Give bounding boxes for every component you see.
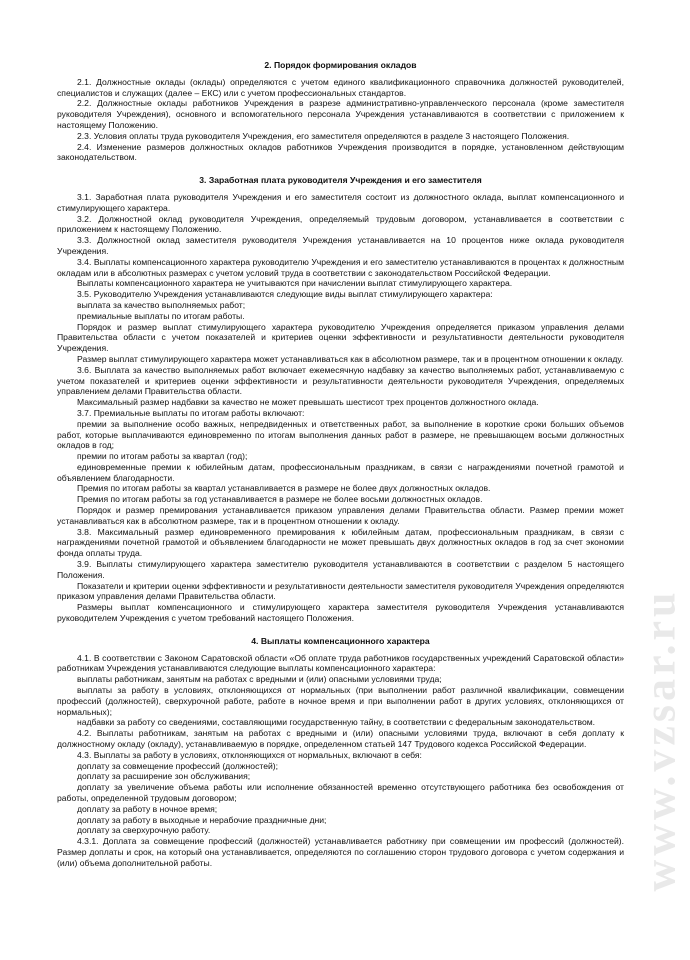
paragraph: премии за выполнение особо важных, непредвиденных и ответственных работ, за выполнение в короткие сроки больших объемов работ, которые выплачиваются единовременно по итогам выполнения данных работ в размере, не превышающем восьми должностных окладов в год; bbox=[57, 418, 624, 451]
paragraph: 3.8. Максимальный размер единовременного премирования к юбилейным датам, профессиональным праздникам, в связи с награждениями почетной грамотой и объявлением благодарности не может превышать двух должностных окладов в год за счет экономии фонда оплаты труда. bbox=[57, 526, 624, 559]
section-heading: 3. Заработная плата руководителя Учреждения и его заместителя bbox=[199, 175, 482, 186]
paragraph: 3.2. Должностной оклад руководителя Учреждения, определяемый трудовым договором, устанавливается в соответствии с приложением к настоящему Положению. bbox=[57, 213, 624, 235]
paragraph: Премия по итогам работы за квартал устанавливается в размере не более двух должностных окладов. bbox=[77, 483, 491, 494]
section-4 bbox=[57, 624, 624, 869]
paragraph: 2.4. Изменение размеров должностных окладов работников Учреждения производится в порядке, установленном действующим законодательством. bbox=[57, 141, 624, 163]
section-heading: 2. Порядок формирования окладов bbox=[264, 60, 417, 70]
paragraph: 3.4. Выплаты компенсационного характера руководителю Учреждения и его заместителю устанавливаются в процентах к должностным окладам или в абсолютных размерах с учетом условий труда в соответствии с законодательством Российской Федерации. bbox=[57, 256, 624, 278]
paragraph: Выплаты компенсационного характера не учитываются при начислении выплат стимулирующего характера. bbox=[77, 278, 513, 289]
paragraph: 4.1. В соответствии с Законом Саратовской области «Об оплате труда работников государственных учреждений Саратовской области» работникам Учреждения устанавливаются следующие выплаты компенсационного характера: bbox=[57, 652, 624, 674]
section-heading: 4. Выплаты компенсационного характера bbox=[251, 635, 430, 646]
paragraph: Показатели и критерии оценки эффективности и результативности деятельности заместителя руководителя Учреждения определяются приказом управления делами Правительства области. bbox=[57, 580, 624, 602]
paragraph: 3.6. Выплата за качество выполняемых работ включает ежемесячную надбавку за качество выполняемых работ, устанавливаемую с учетом показателей и критериев оценки эффективности и результативности деятельности руководителя Учреждения, определяемых управлением делами Правительства области. bbox=[57, 364, 624, 397]
paragraph: 4.2. Выплаты работникам, занятым на работах с вредными и (или) опасными условиями труда, включают в себя доплату к должностному окладу (окладу), устанавливаемую в порядке, определенном статьей 147 Трудового кодекса Российской Федерации. bbox=[57, 728, 624, 750]
paragraph: 3.7. Премиальные выплаты по итогам работы включают: bbox=[77, 407, 305, 418]
paragraph: доплату за расширение зон обслуживания; bbox=[77, 771, 251, 782]
paragraph: 3.3. Должностной оклад заместителя руководителя Учреждения устанавливается на 10 процентов ниже оклада руководителя Учреждения. bbox=[57, 235, 624, 256]
paragraph: Порядок и размер премирования устанавливается приказом управления делами Правительства области. Размер премии может устанавливаться как в абсолютном размере, так и в процентном отношении к окладу. bbox=[57, 505, 624, 526]
paragraph: 4.3.1. Доплата за совмещение профессий (должностей) устанавливается работнику при совмещении им профессий (должностей). Размер доплаты и срок, на который она устанавливается, определяются по соглашению сторон трудового договора с учетом содержания и (или) объема дополнительной работы. bbox=[57, 836, 624, 868]
paragraph: Премия по итогам работы за год устанавливается в размере не более восьми должностных окладов. bbox=[77, 494, 483, 505]
paragraph: 2.2. Должностные оклады работников Учреждения в разрезе административно-управленческого персонала (кроме заместителя руководителя Учреждения), основного и вспомогательного персонала Учреждения устанавливаются в соответствии с приложением к настоящему Положению. bbox=[57, 98, 624, 130]
section-2 bbox=[57, 60, 624, 163]
paragraph: выплаты за работу в условиях, отклоняющихся от нормальных (при выполнении работ различной квалификации, совмещении профессий (должностей), сверхурочной работе, работе в ночное время и при выполнении работ в других условиях, отклоняющихся от нормальных); bbox=[57, 685, 624, 717]
paragraph: 3.5. Руководителю Учреждения устанавливаются следующие виды выплат стимулирующего характера: bbox=[77, 289, 493, 300]
paragraph: выплата за качество выполняемых работ; bbox=[77, 299, 246, 310]
document-body bbox=[57, 60, 624, 869]
paragraph: выплаты работникам, занятым на работах с вредными и (или) опасными условиями труда; bbox=[77, 674, 442, 685]
watermark bbox=[630, 520, 690, 960]
section-3 bbox=[57, 163, 624, 624]
paragraph: 4.3. Выплаты за работу в условиях, отклоняющихся от нормальных, включают в себя: bbox=[77, 749, 422, 760]
paragraph: единовременные премии к юбилейным датам, профессиональным праздникам, в связи с награждениями почетной грамотой и объявлением благодарности. bbox=[57, 461, 624, 483]
paragraph: доплату за работу в ночное время; bbox=[77, 803, 218, 814]
paragraph: Размеры выплат компенсационного и стимулирующего характера заместителя руководителя Учреждения устанавливаются руководителем Учреждения с учетом требований настоящего Положения. bbox=[57, 602, 624, 624]
paragraph: 2.3. Условия оплаты труда руководителя Учреждения, его заместителя определяются в разделе 3 настоящего Положения. bbox=[77, 130, 570, 141]
paragraph: надбавки за работу со сведениями, составляющими государственную тайну, в соответствии с федеральным законодательством. bbox=[77, 717, 596, 728]
paragraph: Максимальный размер надбавки за качество не может превышать шестисот трех процентов должностного оклада. bbox=[77, 397, 539, 408]
paragraph: Порядок и размер выплат стимулирующего характера руководителю Учреждения определяется приказом управления делами Правительства области с учетом показателей и критериев оценки эффективности и результативности деятельности руководителя Учреждения. bbox=[57, 321, 624, 354]
paragraph: доплату за совмещение профессий (должностей); bbox=[77, 760, 279, 771]
paragraph: доплату за сверхурочную работу. bbox=[77, 825, 211, 836]
watermark-text: www.vzsar.ru bbox=[635, 588, 685, 892]
paragraph: 3.9. Выплаты стимулирующего характера заместителю руководителя устанавливаются в соответствии с разделом 5 настоящего Положения. bbox=[57, 559, 624, 580]
paragraph: Размер выплат стимулирующего характера может устанавливаться как в абсолютном размере, так и в процентном отношении к окладу. bbox=[77, 353, 624, 364]
paragraph: премиальные выплаты по итогам работы. bbox=[77, 310, 245, 321]
paragraph: доплату за увеличение объема работы или исполнение обязанностей временно отсутствующего работника без освобождения от работы, определенной трудовым договором; bbox=[57, 782, 624, 803]
paragraph: премии по итогам работы за квартал (год); bbox=[77, 451, 248, 462]
paragraph: 2.1. Должностные оклады (оклады) определяются с учетом единого квалификационного справочника должностей руководителей, специалистов и служащих (далее – ЕКС) или с учетом профессиональных стандартов. bbox=[57, 76, 624, 98]
paragraph: доплату за работу в выходные и нерабочие праздничные дни; bbox=[77, 814, 327, 825]
paragraph: 3.1. Заработная плата руководителя Учреждения и его заместителя состоит из должностного оклада, выплат компенсационного и стимулирующего характера. bbox=[57, 191, 624, 213]
